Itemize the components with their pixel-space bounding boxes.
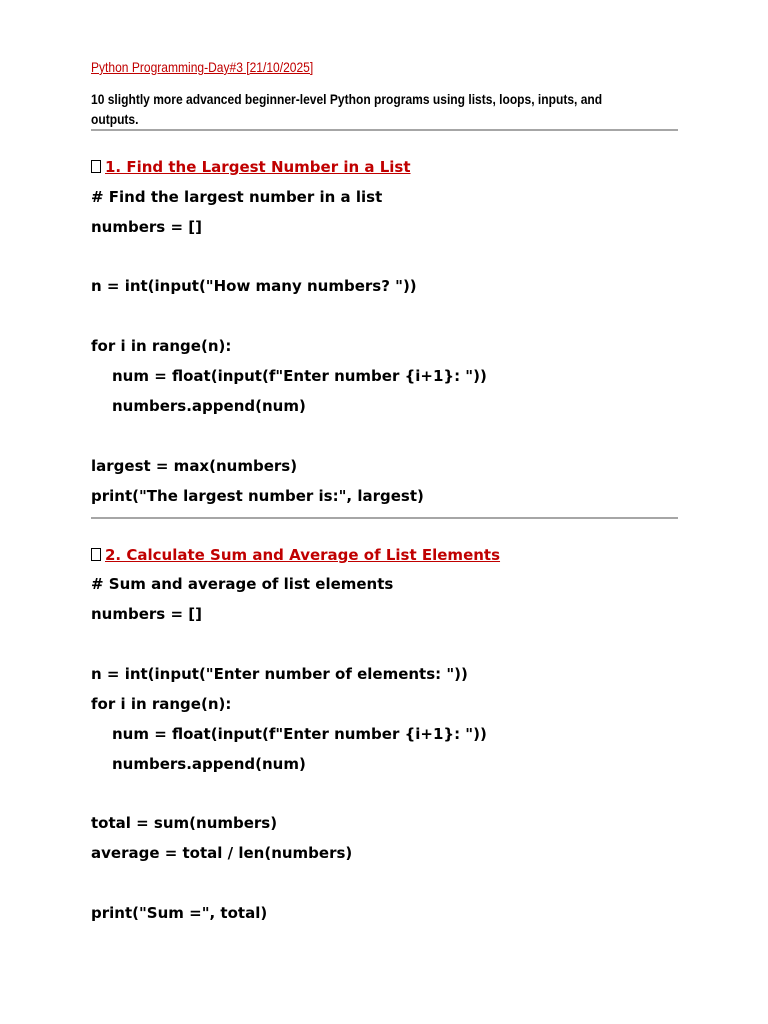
section-2-heading	[91, 545, 500, 565]
code-line: numbers.append(num)	[112, 397, 306, 415]
code-line: # Sum and average of list elements	[91, 575, 394, 593]
code-line: # Find the largest number in a list	[91, 188, 383, 206]
code-line: print("Sum =", total)	[91, 904, 268, 922]
code-line: for i in range(n):	[91, 695, 232, 713]
horizontal-rule	[91, 517, 678, 519]
intro-line-1: 10 slightly more advanced beginner-level Python programs using lists, loops, inputs, and	[91, 91, 603, 107]
intro-line-2: outputs.	[91, 111, 139, 127]
missing-glyph-box-icon	[91, 548, 101, 561]
section-1-heading-text: 1. Find the Largest Number in a List	[105, 158, 411, 176]
code-line: num = float(input(f"Enter number {i+1}: "))	[112, 725, 487, 743]
code-line: for i in range(n):	[91, 337, 232, 355]
code-line: n = int(input("Enter number of elements: "))	[91, 665, 468, 683]
missing-glyph-box-icon	[91, 160, 101, 173]
section-2-heading-text: 2. Calculate Sum and Average of List Elements	[105, 546, 501, 564]
code-line: average = total / len(numbers)	[91, 844, 353, 862]
code-line: print("The largest number is:", largest)	[91, 487, 424, 505]
code-line: n = int(input("How many numbers? "))	[91, 277, 417, 295]
section-1-heading	[91, 157, 411, 177]
code-line: numbers = []	[91, 605, 202, 623]
code-line: largest = max(numbers)	[91, 457, 298, 475]
horizontal-rule	[91, 129, 678, 131]
code-line: num = float(input(f"Enter number {i+1}: "))	[112, 367, 487, 385]
intro-paragraph	[91, 89, 659, 129]
code-line: numbers.append(num)	[112, 755, 306, 773]
document-title: Python Programming-Day#3 [21/10/2025]	[91, 59, 314, 75]
code-line: numbers = []	[91, 218, 202, 236]
code-line: total = sum(numbers)	[91, 814, 278, 832]
